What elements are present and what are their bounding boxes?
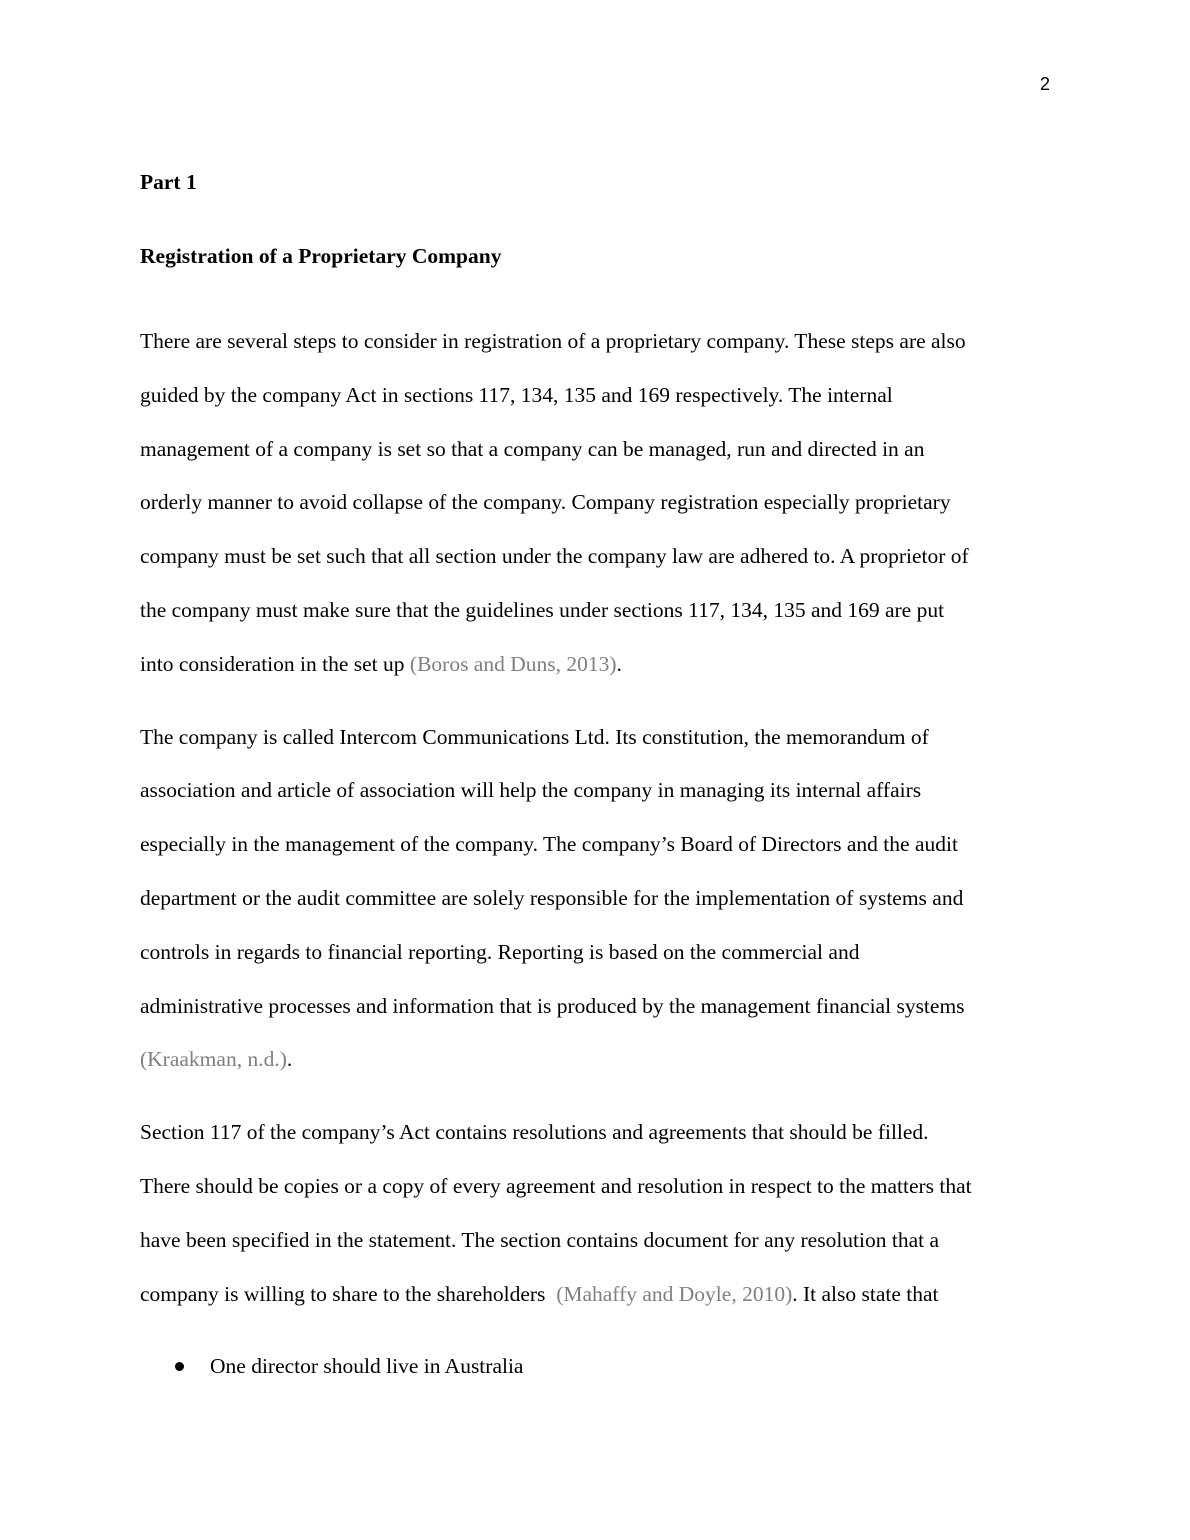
line-text: into consideration in the set up bbox=[140, 651, 410, 676]
part-heading: Part 1 bbox=[140, 170, 197, 194]
line-text: . bbox=[286, 1047, 293, 1072]
paragraph-line: The company is called Intercom Communications Ltd. Its constitution, the memorandum of bbox=[140, 724, 929, 749]
paragraph-line: the company must make sure that the guidelines under sections 117, 134, 135 and 169 are put bbox=[140, 597, 945, 622]
paragraph-line: management of a company is set so that a company can be managed, run and directed in an bbox=[140, 436, 925, 461]
paragraph-line: Section 117 of the company’s Act contains resolutions and agreements that should be filled. bbox=[140, 1120, 929, 1145]
paragraph-line bbox=[140, 1033, 1050, 1087]
line-text: company is willing to share to the shareholders bbox=[140, 1281, 557, 1306]
list-item bbox=[140, 1340, 1050, 1394]
section-heading: Registration of a Proprietary Company bbox=[140, 244, 502, 268]
paragraph bbox=[140, 1106, 1050, 1321]
paragraph-line: administrative processes and information that is produced by the management financial systems bbox=[140, 993, 965, 1018]
line-text: . It also state that bbox=[792, 1281, 939, 1306]
bullet-list bbox=[140, 1340, 1050, 1394]
paragraph-line: There are several steps to consider in registration of a proprietary company. These steps are also bbox=[140, 329, 966, 353]
bullet-icon bbox=[175, 1362, 184, 1371]
line-text: . bbox=[616, 651, 622, 676]
citation: (Kraakman, n.d.) bbox=[140, 1047, 287, 1072]
document-body bbox=[140, 167, 1050, 1394]
paragraph bbox=[140, 711, 1050, 1088]
paragraph-line: especially in the management of the company. The company’s Board of Directors and the audit bbox=[140, 832, 958, 857]
list-item-text: One director should live in Australia bbox=[210, 1354, 524, 1379]
paragraph-line bbox=[140, 1268, 1050, 1322]
paragraph-line bbox=[140, 638, 1050, 692]
paragraph-line: guided by the company Act in sections 117, 134, 135 and 169 respectively. The internal bbox=[140, 382, 893, 407]
paragraph-line: orderly manner to avoid collapse of the company. Company registration especially proprietary bbox=[140, 490, 951, 515]
paragraph-line: have been specified in the statement. The section contains document for any resolution that a bbox=[140, 1227, 940, 1252]
paragraph bbox=[140, 315, 1050, 692]
page-number: 2 bbox=[1039, 74, 1050, 94]
paragraph-line: department or the audit committee are solely responsible for the implementation of systems and bbox=[140, 885, 964, 910]
paragraph-line: There should be copies or a copy of every agreement and resolution in respect to the matters that bbox=[140, 1173, 972, 1198]
citation: (Mahaffy and Doyle, 2010) bbox=[556, 1281, 793, 1306]
paragraph-line: company must be set such that all section under the company law are adhered to. A proprietor of bbox=[140, 544, 969, 569]
paragraph-line: association and article of association will help the company in managing its internal affairs bbox=[140, 778, 922, 803]
paragraph-line: controls in regards to financial reporting. Reporting is based on the commercial and bbox=[140, 939, 860, 964]
citation: (Boros and Duns, 2013) bbox=[409, 651, 617, 676]
